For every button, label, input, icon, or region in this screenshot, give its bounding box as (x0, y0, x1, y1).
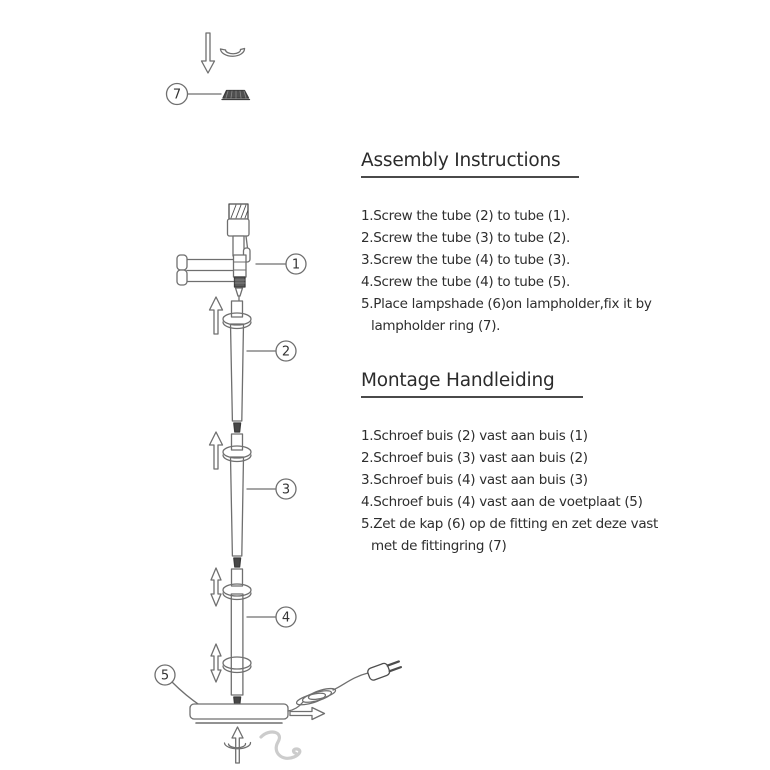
callout-3-label: 3 (281, 482, 291, 498)
montage-steps (361, 425, 701, 557)
up-arrow-icon (210, 297, 223, 334)
assembly-step: 4.Screw the tube (4) to tube (5). (361, 274, 571, 290)
tube-3-drawing (210, 432, 252, 567)
loose-cord-drawing (261, 732, 300, 758)
assembly-step: 1.Screw the tube (2) to tube (1). (361, 208, 571, 224)
callout-7-label: 7 (172, 87, 182, 103)
assembly-title: Assembly Instructions (361, 149, 579, 178)
tube-4-drawing (211, 568, 251, 706)
power-plug-icon (367, 658, 402, 681)
montage-step: 4.Schroef buis (4) vast aan de voetplaat (5) (361, 494, 643, 510)
double-arrow-icon (211, 644, 221, 682)
callout-2 (247, 341, 296, 361)
double-arrow-icon (211, 568, 221, 606)
fitting-ring-drawing (222, 91, 250, 100)
callout-3 (247, 479, 296, 499)
callout-1 (256, 254, 306, 274)
power-cord-drawing (288, 658, 402, 711)
montage-step: 2.Schroef buis (3) vast aan buis (2) (361, 450, 588, 466)
assembly-steps (361, 205, 691, 337)
callout-5 (155, 665, 201, 706)
tube-2-drawing (210, 297, 252, 432)
rotate-up-arrow-icon (225, 727, 251, 763)
assembly-step: 5.Place lampshade (6)on lampholder,fix it by (361, 296, 652, 312)
montage-step: 3.Schroef buis (4) vast aan buis (3) (361, 472, 588, 488)
callout-4-label: 4 (281, 610, 291, 626)
assembly-step: 3.Screw the tube (4) to tube (3). (361, 252, 571, 268)
up-arrow-icon (210, 432, 223, 469)
callout-4 (247, 607, 296, 627)
assembly-instructions-section (361, 149, 691, 337)
lamp-head-drawing (177, 204, 250, 301)
assembly-step: 2.Screw the tube (3) to tube (2). (361, 230, 571, 246)
montage-handleiding-section (361, 369, 701, 557)
down-arrow-icon (202, 33, 215, 73)
montage-title: Montage Handleiding (361, 369, 583, 398)
montage-step: 1.Schroef buis (2) vast aan buis (1) (361, 428, 588, 444)
callout-7 (167, 84, 222, 105)
montage-step-continuation: met de fittingring (7) (371, 538, 507, 554)
assembly-step-continuation: lampholder ring (7). (371, 318, 501, 334)
callout-1-label: 1 (291, 257, 301, 273)
callout-2-label: 2 (281, 344, 291, 360)
callout-5-label: 5 (160, 668, 170, 684)
rotation-arrow-icon (221, 49, 245, 57)
base-plate-drawing (190, 704, 288, 723)
montage-step: 5.Zet de kap (6) op de fitting en zet deze vast (361, 516, 659, 532)
